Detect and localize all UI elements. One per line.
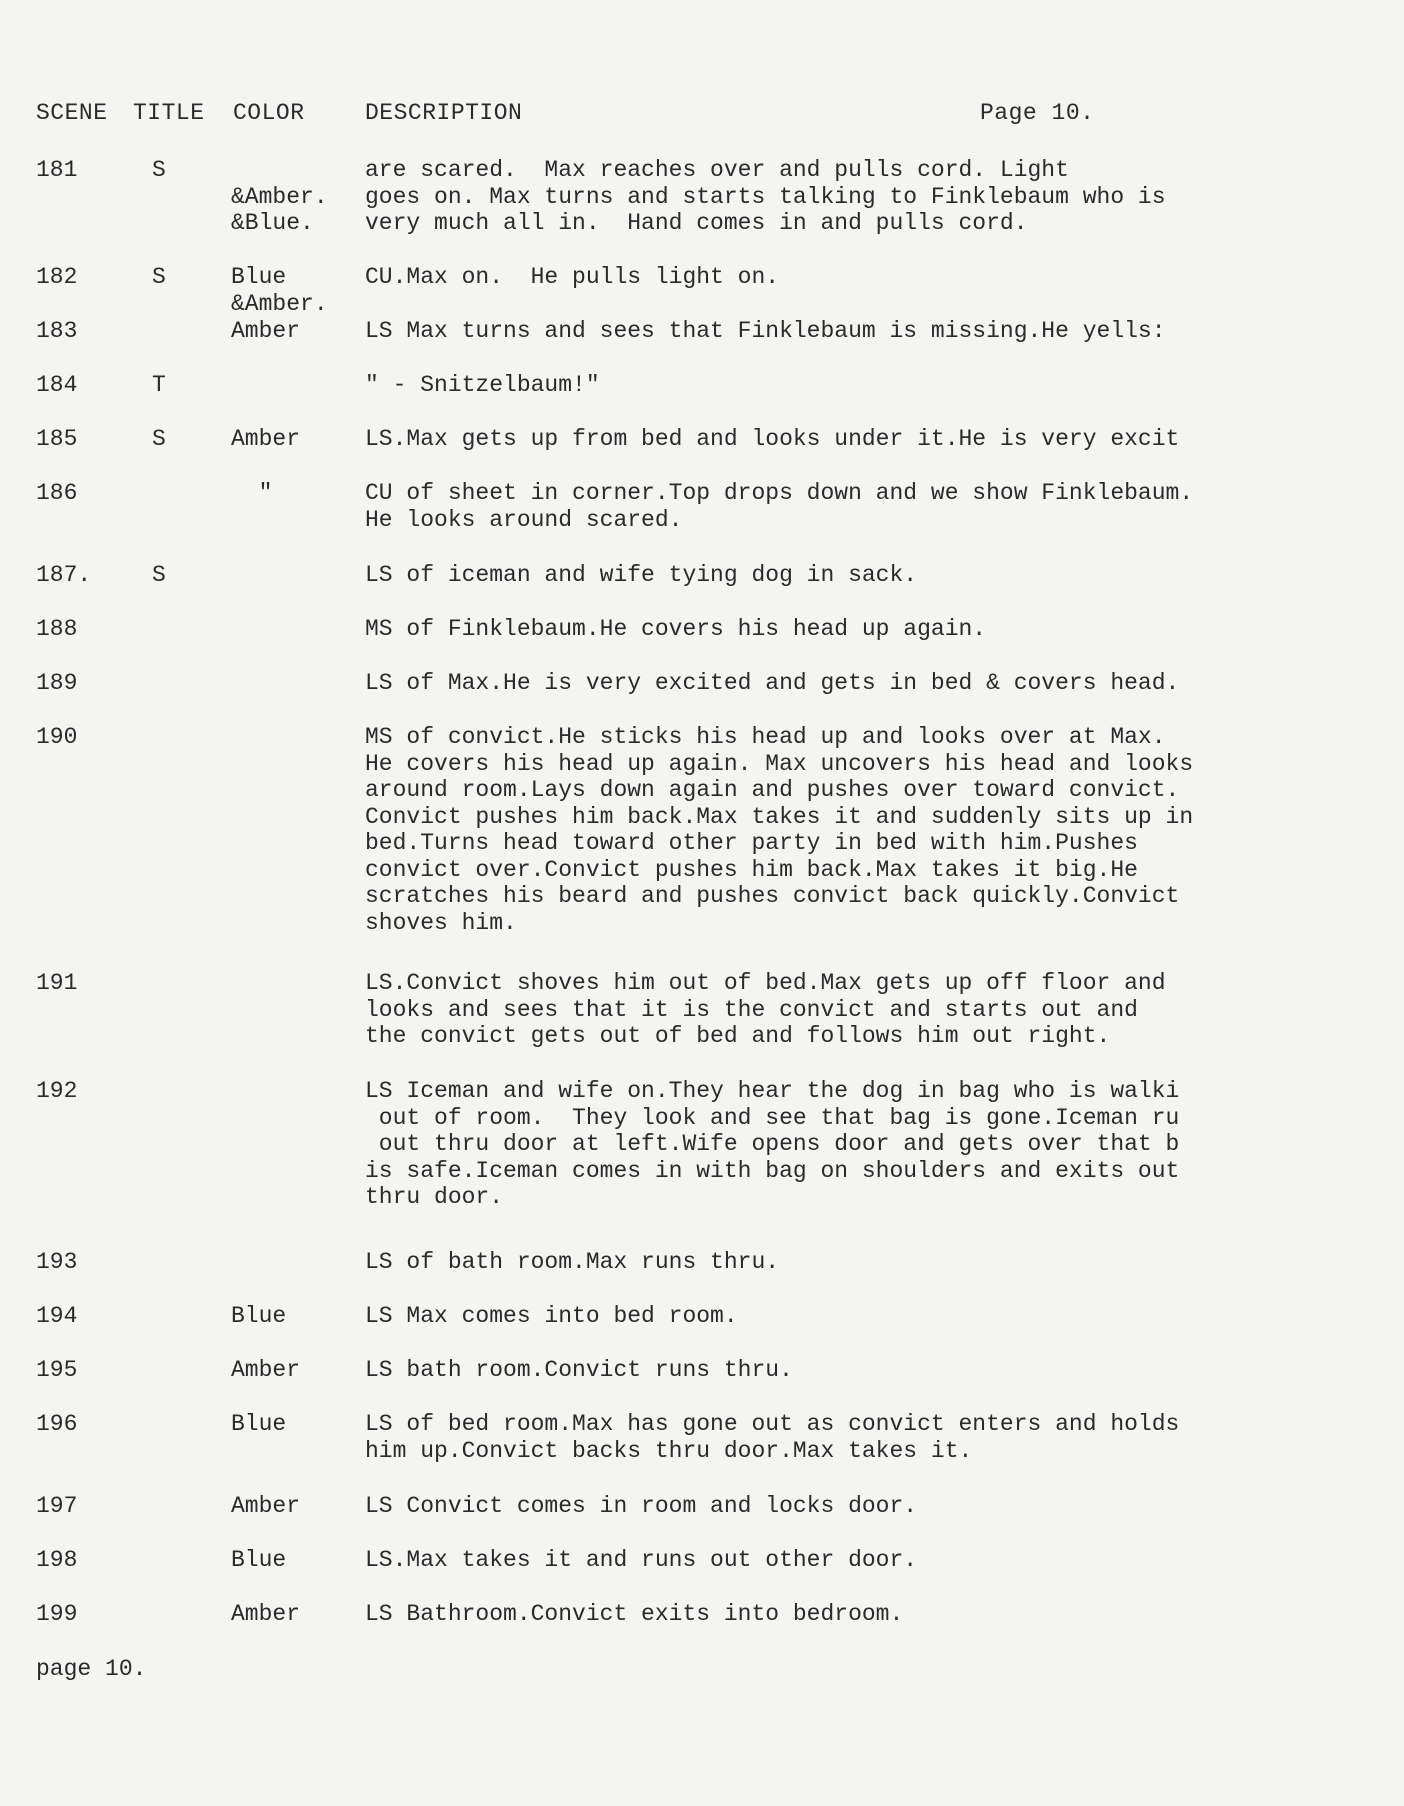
description-line: He looks around scared. xyxy=(365,506,683,533)
scene-description xyxy=(365,724,1395,936)
color-line: Blue xyxy=(231,1411,287,1437)
scene-description xyxy=(365,318,1395,345)
color-line: &Amber. xyxy=(231,290,328,317)
scene-number: 198 xyxy=(36,1547,78,1573)
scene-color xyxy=(231,1249,245,1276)
color-line: &Amber. xyxy=(231,183,328,210)
scene-color xyxy=(231,616,245,643)
color-line: " xyxy=(231,480,273,506)
header-scene: SCENE xyxy=(36,100,108,126)
column-header xyxy=(0,100,1404,132)
color-line: Blue xyxy=(231,264,287,290)
description-line: bed.Turns head toward other party in bed with him.Pushes xyxy=(365,830,1138,856)
color-line xyxy=(231,616,245,643)
description-line: is safe.Iceman comes in with bag on shoulders and exits out xyxy=(365,1157,1180,1184)
description-line: LS.Max gets up from bed and looks under it.He is very excit xyxy=(365,426,1180,452)
description-line: looks and sees that it is the convict and starts out and xyxy=(365,996,1138,1023)
scene-number: 193 xyxy=(36,1249,78,1275)
scene-description xyxy=(365,264,1395,291)
scene-color xyxy=(231,1601,300,1628)
color-line: &Blue. xyxy=(231,210,314,236)
scene-description xyxy=(365,372,1395,399)
color-line: Amber xyxy=(231,1357,301,1383)
description-line: LS.Convict shoves him out of bed.Max gets up off floor and xyxy=(365,970,1166,996)
scene-color xyxy=(231,480,272,507)
scene-description xyxy=(365,562,1395,589)
scene-number: 186 xyxy=(36,480,78,506)
scene-color xyxy=(231,1357,300,1384)
scene-description xyxy=(365,1249,1395,1276)
description-line: CU.Max on. He pulls light on. xyxy=(365,264,780,290)
color-line xyxy=(231,970,245,997)
scene-description xyxy=(365,1078,1395,1211)
scene-color xyxy=(231,670,245,697)
description-line: LS Max comes into bed room. xyxy=(365,1303,738,1329)
color-line xyxy=(231,1249,245,1276)
description-line: LS Iceman and wife on.They hear the dog in bag who is walki xyxy=(365,1078,1180,1104)
footer-page-label: page 10. xyxy=(36,1656,147,1682)
scene-color xyxy=(231,264,328,317)
description-line: LS Bathroom.Convict exits into bedroom. xyxy=(365,1601,904,1627)
scene-title-code: T xyxy=(152,372,166,398)
scene-color xyxy=(231,318,300,345)
scene-number: 195 xyxy=(36,1357,78,1383)
description-line: the convict gets out of bed and follows him out right. xyxy=(365,1023,1111,1049)
scene-number: 192 xyxy=(36,1078,78,1104)
scene-title-code: S xyxy=(152,264,166,290)
description-line: shoves him. xyxy=(365,909,517,936)
color-line: Amber xyxy=(231,1601,301,1627)
description-line: around room.Lays down again and pushes over toward convict. xyxy=(365,777,1180,803)
description-line: LS of Max.He is very excited and gets in bed & covers head. xyxy=(365,670,1180,696)
scene-description xyxy=(365,970,1395,1050)
scene-description xyxy=(365,1303,1395,1330)
scene-title-code: S xyxy=(152,562,166,588)
scene-description xyxy=(365,1493,1395,1520)
scene-color xyxy=(231,1411,286,1438)
description-line: LS bath room.Convict runs thru. xyxy=(365,1357,793,1383)
color-line xyxy=(231,372,245,399)
scene-title-code: S xyxy=(152,157,166,183)
scene-description xyxy=(365,616,1395,643)
scene-description xyxy=(365,1547,1395,1574)
scene-description xyxy=(365,1411,1395,1464)
description-line: LS.Max takes it and runs out other door. xyxy=(365,1547,918,1573)
scene-number: 184 xyxy=(36,372,78,398)
scene-number: 185 xyxy=(36,426,78,452)
description-line: goes on. Max turns and starts talking to Finklebaum who is xyxy=(365,183,1166,210)
scene-number: 197 xyxy=(36,1493,78,1519)
description-line: MS of convict.He sticks his head up and looks over at Max. xyxy=(365,724,1166,750)
scene-number: 182 xyxy=(36,264,78,290)
description-line: him up.Convict backs thru door.Max takes it. xyxy=(365,1437,973,1464)
scene-description xyxy=(365,157,1395,237)
description-line: CU of sheet in corner.Top drops down and we show Finklebaum. xyxy=(365,480,1194,506)
scene-title-code: S xyxy=(152,426,166,452)
scene-color xyxy=(231,724,245,751)
scene-color xyxy=(231,1547,286,1574)
scene-color xyxy=(231,372,245,399)
header-description: DESCRIPTION xyxy=(365,100,523,126)
description-line: LS Max turns and sees that Finklebaum is missing.He yells: xyxy=(365,318,1166,344)
header-color: COLOR xyxy=(233,100,305,126)
scene-description xyxy=(365,1357,1395,1384)
color-line: Amber xyxy=(231,318,301,344)
scene-color xyxy=(231,562,245,589)
scene-color xyxy=(231,426,300,453)
header-title: TITLE xyxy=(133,100,205,126)
description-line: out of room. They look and see that bag is gone.Iceman ru xyxy=(365,1104,1180,1131)
scene-description xyxy=(365,480,1395,533)
description-line: thru door. xyxy=(365,1184,504,1210)
scene-number: 189 xyxy=(36,670,78,696)
description-line: " - Snitzelbaum!" xyxy=(365,372,600,398)
description-line: LS of bath room.Max runs thru. xyxy=(365,1249,780,1275)
scene-color xyxy=(231,1303,286,1330)
description-line: He covers his head up again. Max uncovers his head and looks xyxy=(365,750,1194,777)
scene-description xyxy=(365,670,1395,697)
color-line: Blue xyxy=(231,1303,287,1329)
color-line: Blue xyxy=(231,1547,287,1573)
scene-number: 194 xyxy=(36,1303,78,1329)
scene-number: 188 xyxy=(36,616,78,642)
color-line xyxy=(231,157,328,184)
scene-color xyxy=(231,1078,245,1105)
description-line: MS of Finklebaum.He covers his head up again. xyxy=(365,616,987,642)
description-line: convict over.Convict pushes him back.Max takes it big.He xyxy=(365,856,1138,883)
scene-number: 190 xyxy=(36,724,78,750)
description-line: LS Convict comes in room and locks door. xyxy=(365,1493,918,1519)
description-line: are scared. Max reaches over and pulls cord. Light xyxy=(365,157,1069,183)
color-line: Amber xyxy=(231,426,301,452)
scene-color xyxy=(231,1493,300,1520)
scene-number: 196 xyxy=(36,1411,78,1437)
description-line: out thru door at left.Wife opens door and gets over that b xyxy=(365,1131,1180,1157)
scene-description xyxy=(365,426,1395,453)
color-line xyxy=(231,724,245,751)
color-line xyxy=(231,670,245,697)
description-line: LS of bed room.Max has gone out as convict enters and holds xyxy=(365,1411,1180,1437)
scene-number: 183 xyxy=(36,318,78,344)
scene-number: 191 xyxy=(36,970,78,996)
description-line: LS of iceman and wife tying dog in sack. xyxy=(365,562,918,588)
scene-color xyxy=(231,970,245,997)
scene-color xyxy=(231,157,328,237)
color-line: Amber xyxy=(231,1493,301,1519)
description-line: Convict pushes him back.Max takes it and suddenly sits up in xyxy=(365,803,1194,830)
scene-number: 187. xyxy=(36,562,92,588)
color-line xyxy=(231,562,245,589)
scene-description xyxy=(365,1601,1395,1628)
description-line: very much all in. Hand comes in and pulls cord. xyxy=(365,210,1028,236)
page-number: Page 10. xyxy=(980,100,1095,126)
description-line: scratches his beard and pushes convict back quickly.Convict xyxy=(365,883,1180,909)
scene-number: 199 xyxy=(36,1601,78,1627)
color-line xyxy=(231,1078,245,1105)
scene-number: 181 xyxy=(36,157,78,183)
